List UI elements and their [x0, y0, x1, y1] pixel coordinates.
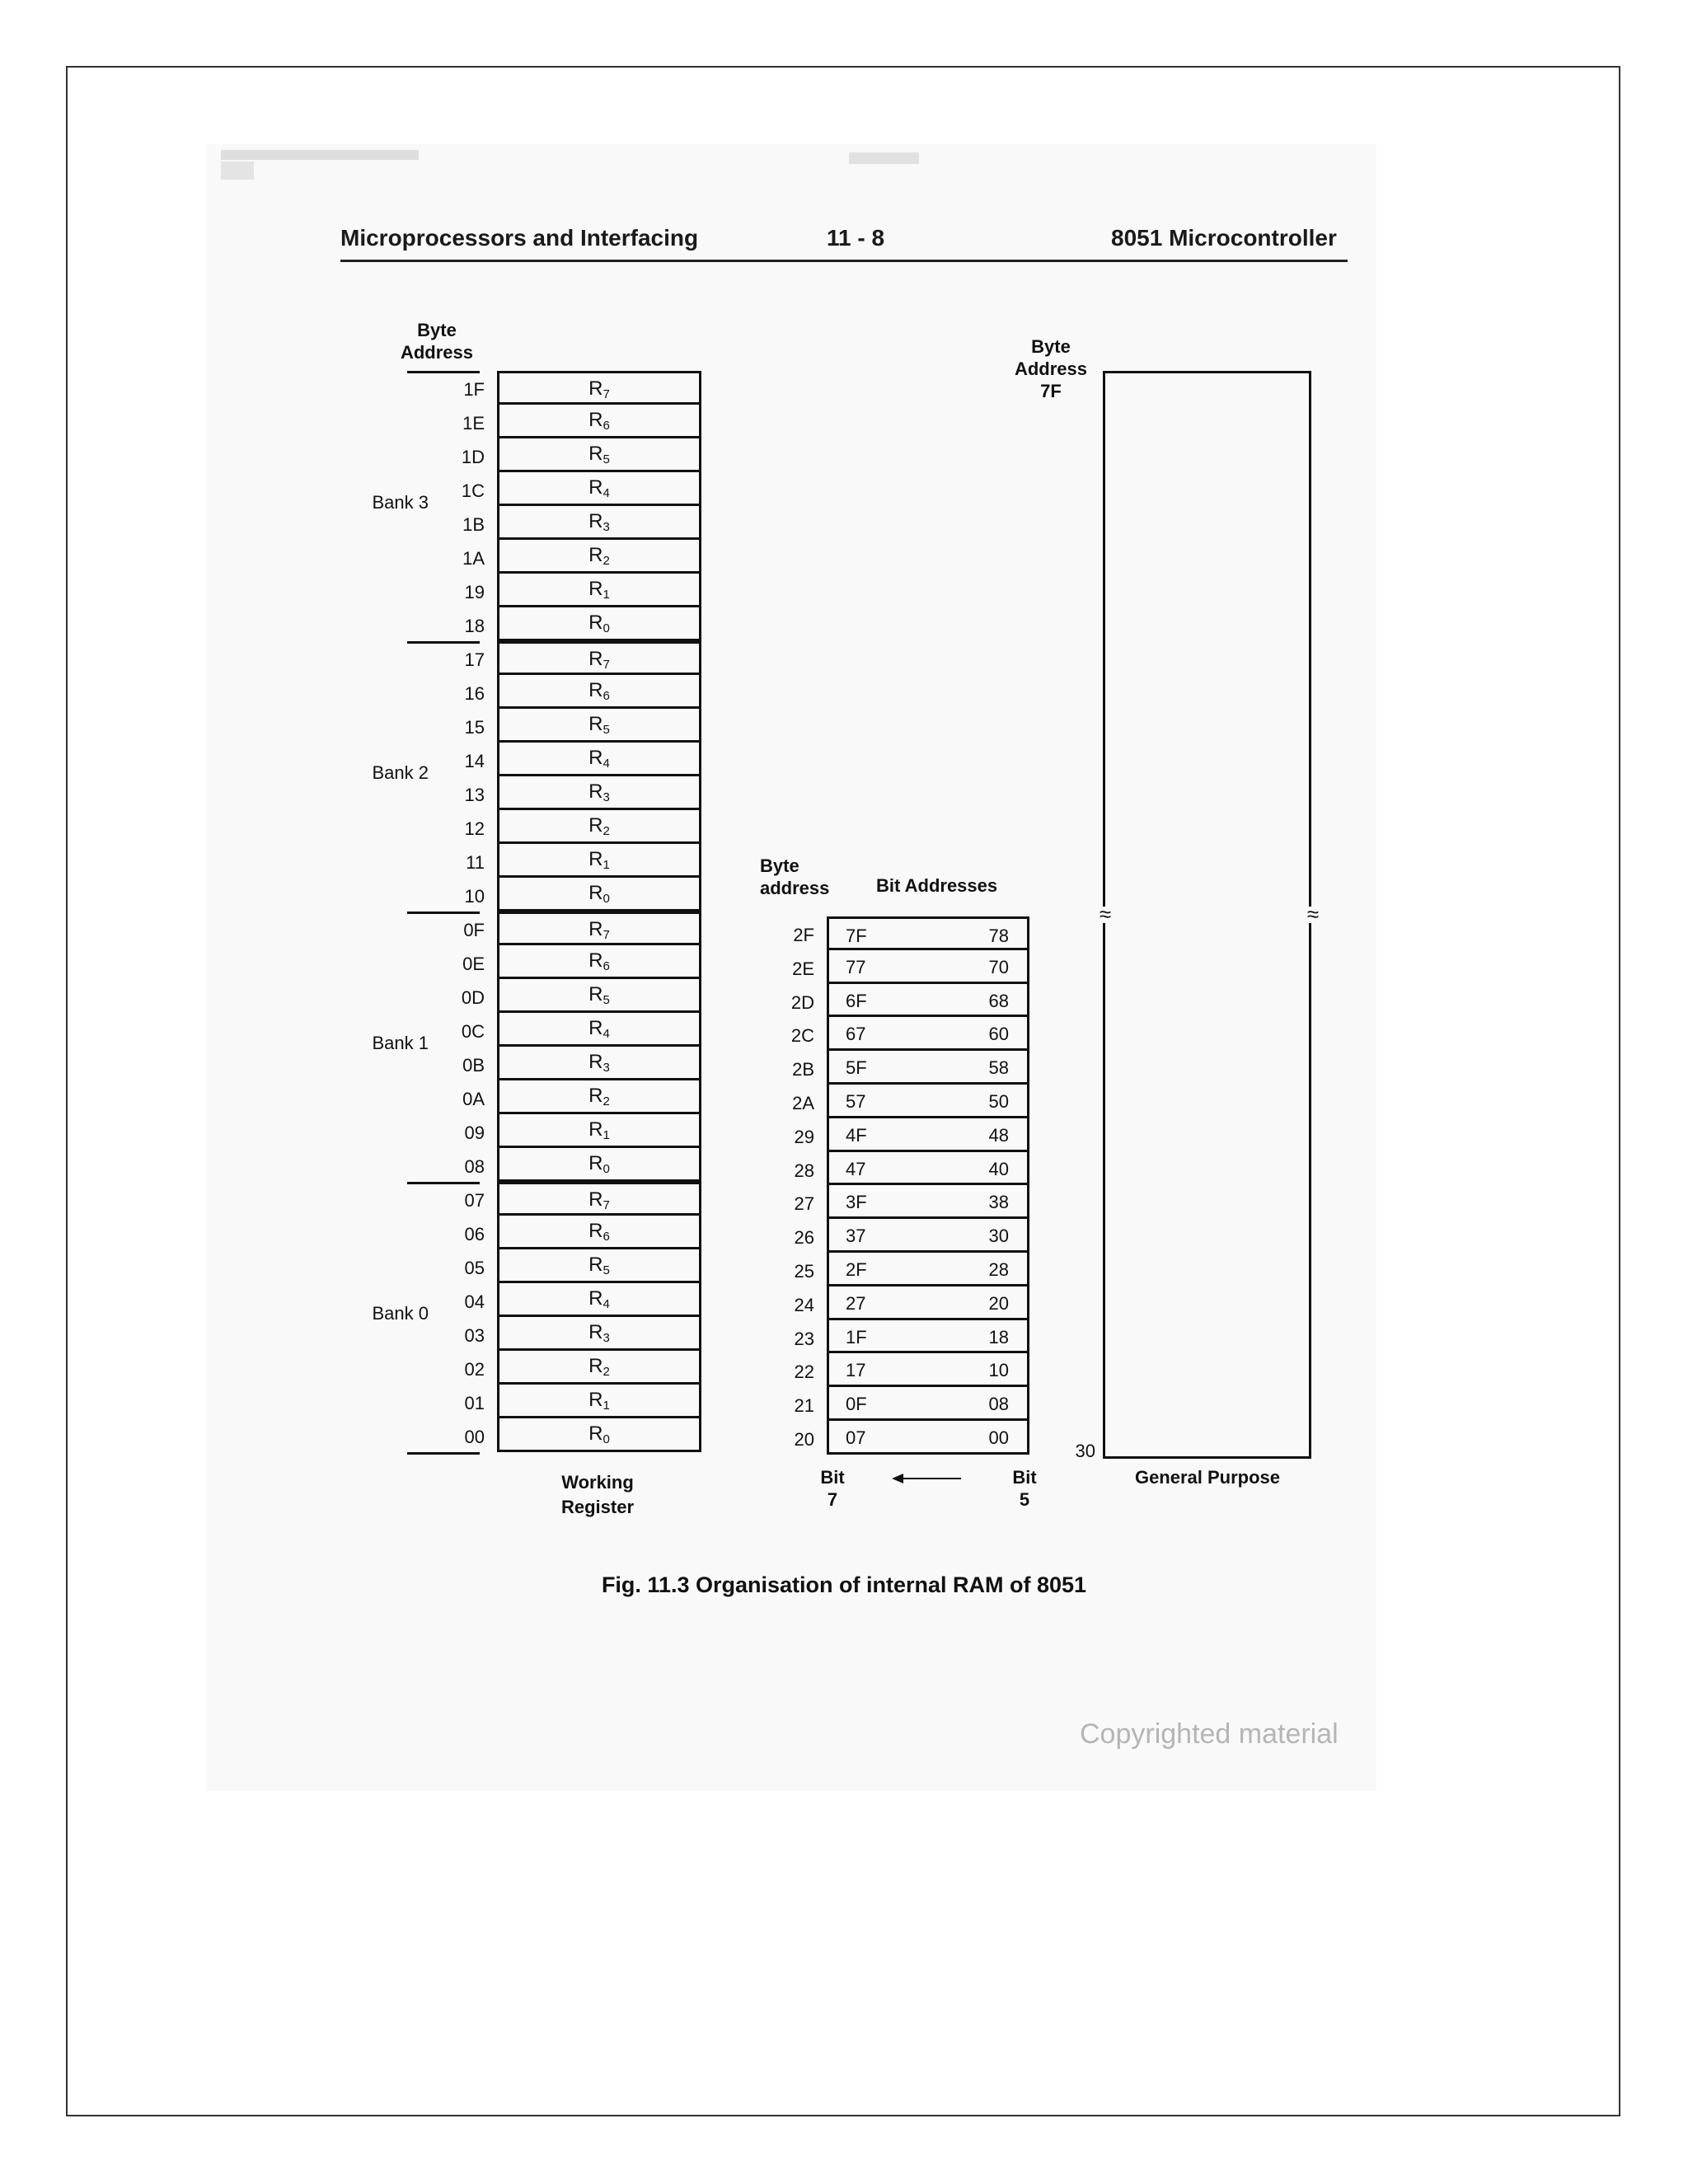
- register-cell: [497, 506, 701, 540]
- register-cell: [497, 1080, 701, 1114]
- bit-address-high: 5F: [846, 1057, 867, 1079]
- register-cell: [497, 371, 701, 405]
- register-byte-address: 08: [464, 1156, 485, 1177]
- register-name: $R_6$: [588, 1220, 610, 1244]
- general-purpose-bottom-address: 30: [1075, 1441, 1095, 1461]
- bit-address-low: 48: [988, 1124, 1009, 1146]
- bank-boundary: [497, 640, 701, 642]
- register-index: 5: [603, 452, 610, 466]
- register-byte-address: 07: [464, 1190, 485, 1211]
- register-byte-address: 1B: [462, 514, 485, 535]
- bit-address-cell: [827, 1421, 1029, 1455]
- register-name: $R_1$: [588, 1389, 610, 1413]
- register-name: $R_0$: [588, 1422, 610, 1446]
- bank-label: Bank 0: [372, 1302, 429, 1324]
- register-cell: [497, 574, 701, 607]
- general-purpose-byte-header: Address: [1014, 359, 1088, 379]
- bit-address-high: 0F: [846, 1394, 867, 1415]
- header-right: 8051 Microcontroller: [1111, 225, 1337, 251]
- bit-byte-address: 28: [794, 1160, 814, 1181]
- bit-byte-address: 24: [794, 1294, 814, 1315]
- register-byte-address: 04: [464, 1291, 485, 1312]
- bit-address-high: 3F: [846, 1192, 867, 1213]
- register-cell: [497, 844, 701, 878]
- bank-separator: [407, 912, 480, 914]
- register-name: $R_5$: [588, 443, 610, 466]
- header-underline: [407, 371, 480, 373]
- register-byte-address: 17: [464, 649, 485, 670]
- bit-address-low: 70: [988, 956, 1009, 977]
- working-register-label: Working: [561, 1472, 634, 1493]
- bit-5-label: 5: [1019, 1489, 1030, 1510]
- bank-separator: [407, 1182, 480, 1184]
- register-byte-address: 1E: [462, 413, 485, 434]
- bit-byte-address: 2C: [790, 1025, 814, 1047]
- bit-address-high: 7F: [846, 926, 867, 946]
- header-page-number: 11 - 8: [827, 225, 885, 251]
- register-index: 2: [603, 1094, 610, 1108]
- register-cell: [497, 405, 701, 438]
- bit-address-low: 78: [988, 926, 1009, 946]
- register-index: 1: [603, 1128, 610, 1142]
- bank-separator: [407, 641, 480, 644]
- register-cell: [497, 1418, 701, 1452]
- bit-byte-address: 2B: [792, 1059, 814, 1080]
- register-byte-address: 05: [464, 1258, 485, 1278]
- general-purpose-block: [1103, 371, 1311, 1459]
- figure-caption: Fig. 11.3 Organisation of internal RAM of 8051: [601, 1572, 1087, 1597]
- register-byte-address: 01: [464, 1393, 485, 1413]
- scan-speck: [221, 162, 254, 180]
- bit-address-high: 1F: [846, 1326, 867, 1347]
- register-name: $R_2$: [588, 1355, 610, 1379]
- register-cell: [497, 810, 701, 844]
- register-index: 6: [603, 959, 610, 973]
- register-cell: [497, 1013, 701, 1047]
- bit-address-high: 17: [846, 1360, 866, 1381]
- bit-address-high: 57: [846, 1091, 866, 1112]
- register-index: 4: [603, 486, 610, 500]
- bit-address-cell: [827, 916, 1029, 950]
- register-byte-address: 0A: [462, 1089, 485, 1109]
- register-index: 5: [603, 723, 610, 737]
- register-name: $R_0$: [588, 612, 610, 635]
- bit-address-cell: [827, 1387, 1029, 1421]
- bank-label: Bank 1: [372, 1032, 429, 1053]
- register-name: $R_6$: [588, 949, 610, 973]
- register-index: 0: [603, 1432, 610, 1446]
- register-cell: [497, 979, 701, 1013]
- register-name: $R_1$: [588, 1118, 610, 1142]
- register-index: 2: [603, 1365, 610, 1379]
- register-name: $R_3$: [588, 780, 610, 804]
- register-cell: [497, 675, 701, 709]
- break-mark-right: ≈: [1306, 902, 1320, 926]
- register-name: $R_0$: [588, 882, 610, 906]
- register-name: $R_7$: [588, 1188, 610, 1212]
- register-name: $R_5$: [588, 713, 610, 737]
- register-index: 6: [603, 689, 610, 703]
- register-index: 3: [603, 1061, 610, 1075]
- register-byte-address: 0D: [461, 987, 485, 1008]
- bit-address-high: 2F: [846, 1259, 867, 1280]
- bit-address-cell: [827, 1286, 1029, 1320]
- register-name: $R_4$: [588, 476, 610, 500]
- register-cell: [497, 776, 701, 810]
- register-cell: [497, 709, 701, 743]
- register-index: 6: [603, 1230, 610, 1244]
- register-name: $R_6$: [588, 409, 610, 433]
- bank-label: Bank 3: [372, 491, 429, 513]
- register-name: $R_1$: [588, 578, 610, 602]
- register-cell: [497, 1182, 701, 1216]
- bit-byte-address: 25: [794, 1261, 814, 1282]
- register-cell: [497, 1283, 701, 1317]
- register-byte-address: 1C: [461, 480, 485, 501]
- bit-byte-address: 27: [794, 1193, 814, 1215]
- bit-address-low: 10: [988, 1360, 1009, 1381]
- register-name: $R_4$: [588, 747, 610, 771]
- register-byte-address: 09: [464, 1122, 485, 1143]
- bit-address-high: 37: [846, 1226, 866, 1247]
- bit-address-cell: [827, 1219, 1029, 1253]
- register-byte-address: 00: [464, 1427, 485, 1447]
- bit-address-high: 77: [846, 956, 866, 977]
- bit-address-low: 30: [988, 1226, 1009, 1247]
- register-name: $R_0$: [588, 1152, 610, 1176]
- register-index: 5: [603, 993, 610, 1007]
- register-byte-address: 1A: [462, 548, 485, 569]
- general-purpose-label: General Purpose: [1134, 1467, 1281, 1488]
- register-index: 1: [603, 858, 610, 872]
- break-mark-left: ≈: [1099, 902, 1112, 926]
- register-name: $R_7$: [588, 648, 610, 672]
- register-byte-address: 0E: [462, 954, 485, 974]
- bit-byte-address: 20: [794, 1429, 814, 1450]
- register-index: 1: [603, 588, 610, 602]
- register-byte-address: 0B: [462, 1055, 485, 1076]
- register-byte-address: 11: [466, 852, 485, 873]
- register-index: 3: [603, 1331, 610, 1345]
- bit-byte-address: 2D: [790, 991, 814, 1013]
- register-index: 7: [603, 387, 610, 401]
- bit-address-low: 28: [988, 1259, 1009, 1280]
- register-cell: [497, 743, 701, 776]
- register-cell: [497, 472, 701, 506]
- register-index: 4: [603, 757, 610, 771]
- register-cell: [497, 1047, 701, 1080]
- bit-arrow-shaft: [900, 1478, 961, 1479]
- register-byte-address: 10: [464, 886, 485, 907]
- register-byte-address: 0C: [461, 1021, 485, 1042]
- scan-speck: [849, 152, 919, 164]
- bit-address-high: 07: [846, 1427, 866, 1448]
- bit-byte-address: 23: [794, 1328, 814, 1349]
- bit-address-cell: [827, 1185, 1029, 1219]
- register-index: 7: [603, 928, 610, 942]
- register-name: $R_6$: [588, 679, 610, 703]
- register-cell: [497, 1114, 701, 1148]
- register-cell: [497, 438, 701, 472]
- register-name: $R_4$: [588, 1287, 610, 1311]
- register-cell: [497, 1148, 701, 1182]
- register-index: 5: [603, 1263, 610, 1277]
- bit-byte-address: 2E: [792, 958, 814, 979]
- bit-address-cell: [827, 1085, 1029, 1118]
- register-name: $R_5$: [588, 983, 610, 1007]
- register-cell: [497, 607, 701, 641]
- bit-address-high: 67: [846, 1024, 866, 1045]
- register-name: $R_4$: [588, 1017, 610, 1041]
- header-left: Microprocessors and Interfacing: [340, 225, 699, 251]
- register-index: 3: [603, 790, 610, 804]
- register-cell: [497, 945, 701, 979]
- register-byte-address: 13: [464, 785, 485, 805]
- register-byte-address: 14: [464, 751, 485, 771]
- bit-address-cell: [827, 1320, 1029, 1354]
- register-byte-address: 06: [464, 1224, 485, 1244]
- bit-address-low: 38: [988, 1192, 1009, 1213]
- register-name: $R_7$: [588, 377, 610, 401]
- register-byte-address: 1F: [463, 379, 485, 400]
- bit-address-high: 6F: [846, 990, 867, 1011]
- register-index: 0: [603, 1162, 610, 1176]
- bank-separator: [407, 1452, 480, 1455]
- bit-address-high: 47: [846, 1158, 866, 1179]
- bit-byte-address: 29: [794, 1126, 814, 1147]
- bit-address-low: 18: [988, 1326, 1009, 1347]
- register-byte-address: 18: [464, 616, 485, 636]
- bit-arrow-head: [892, 1474, 903, 1483]
- register-cell: [497, 1351, 701, 1385]
- bank-boundary: [497, 1180, 701, 1183]
- bit-address-low: 40: [988, 1158, 1009, 1179]
- bank-label: Bank 2: [372, 762, 429, 783]
- bit-address-cell: [827, 1253, 1029, 1286]
- bit-address-cell: [827, 984, 1029, 1018]
- register-name: $R_5$: [588, 1254, 610, 1277]
- register-byte-address: 19: [464, 582, 485, 602]
- bit-byte-address: 2A: [792, 1093, 814, 1113]
- register-name: $R_3$: [588, 510, 610, 534]
- register-index: 2: [603, 554, 610, 568]
- register-cell: [497, 641, 701, 675]
- bit-address-low: 58: [988, 1057, 1009, 1079]
- bit-address-low: 68: [988, 990, 1009, 1011]
- register-cell: [497, 540, 701, 574]
- bank-boundary: [497, 910, 701, 912]
- bit-addresses-title: Bit Addresses: [876, 875, 998, 896]
- register-index: 7: [603, 658, 610, 672]
- bit-area-byte-header: Byte: [760, 855, 799, 876]
- register-byte-address: 16: [464, 683, 485, 704]
- register-cell: [497, 878, 701, 912]
- register-name: $R_3$: [588, 1051, 610, 1075]
- register-byte-address: 0F: [463, 920, 485, 940]
- register-cell: [497, 1317, 701, 1351]
- bit-area-byte-header: address: [760, 878, 830, 898]
- register-name: $R_2$: [588, 1085, 610, 1108]
- register-index: 7: [603, 1198, 610, 1212]
- bit-7-label: Bit: [820, 1467, 845, 1488]
- general-purpose-byte-header: Byte: [1031, 336, 1071, 357]
- bit-address-low: 50: [988, 1091, 1009, 1112]
- bit-byte-address: 26: [794, 1227, 814, 1249]
- register-name: $R_2$: [588, 544, 610, 568]
- general-purpose-byte-header: 7F: [1040, 381, 1062, 401]
- bit-byte-address: 22: [794, 1361, 814, 1383]
- register-byte-address: 1D: [461, 447, 485, 467]
- register-byte-address: 12: [464, 818, 485, 839]
- bit-address-cell: [827, 950, 1029, 984]
- register-name: $R_3$: [588, 1321, 610, 1345]
- byte-address-header: Byte: [417, 320, 457, 340]
- bit-address-cell: [827, 1353, 1029, 1387]
- register-name: $R_7$: [588, 918, 610, 942]
- bit-address-low: 00: [988, 1427, 1009, 1448]
- bit-address-cell: [827, 1152, 1029, 1186]
- bit-address-low: 60: [988, 1024, 1009, 1045]
- register-byte-address: 15: [464, 717, 485, 738]
- bit-byte-address: 21: [794, 1395, 814, 1417]
- bit-address-low: 20: [988, 1292, 1009, 1314]
- bit-address-high: 27: [846, 1292, 866, 1314]
- bit-byte-address: 2F: [793, 925, 814, 945]
- register-index: 0: [603, 621, 610, 635]
- register-index: 4: [603, 1027, 610, 1041]
- register-cell: [497, 1385, 701, 1418]
- bit-5-label: Bit: [1012, 1467, 1037, 1488]
- bit-7-label: 7: [827, 1489, 838, 1510]
- register-name: $R_2$: [588, 814, 610, 838]
- register-byte-address: 03: [464, 1325, 485, 1346]
- register-index: 4: [603, 1297, 610, 1311]
- register-index: 1: [603, 1399, 610, 1413]
- byte-address-header: Address: [400, 342, 474, 363]
- register-byte-address: 02: [464, 1359, 485, 1380]
- register-index: 0: [603, 892, 610, 906]
- scan-speck: [221, 150, 419, 160]
- working-register-label: Register: [560, 1497, 635, 1517]
- register-cell: [497, 1216, 701, 1249]
- header-rule: [340, 260, 1348, 262]
- bit-address-cell: [827, 1118, 1029, 1152]
- bit-address-low: 08: [988, 1394, 1009, 1415]
- bit-address-cell: [827, 1017, 1029, 1051]
- bit-address-high: 4F: [846, 1124, 867, 1146]
- register-cell: [497, 912, 701, 945]
- register-index: 3: [603, 520, 610, 534]
- bit-address-cell: [827, 1051, 1029, 1085]
- copyright-watermark: Copyrighted material: [1080, 1718, 1339, 1750]
- register-name: $R_1$: [588, 848, 610, 872]
- register-index: 6: [603, 419, 610, 433]
- register-cell: [497, 1249, 701, 1283]
- register-index: 2: [603, 824, 610, 838]
